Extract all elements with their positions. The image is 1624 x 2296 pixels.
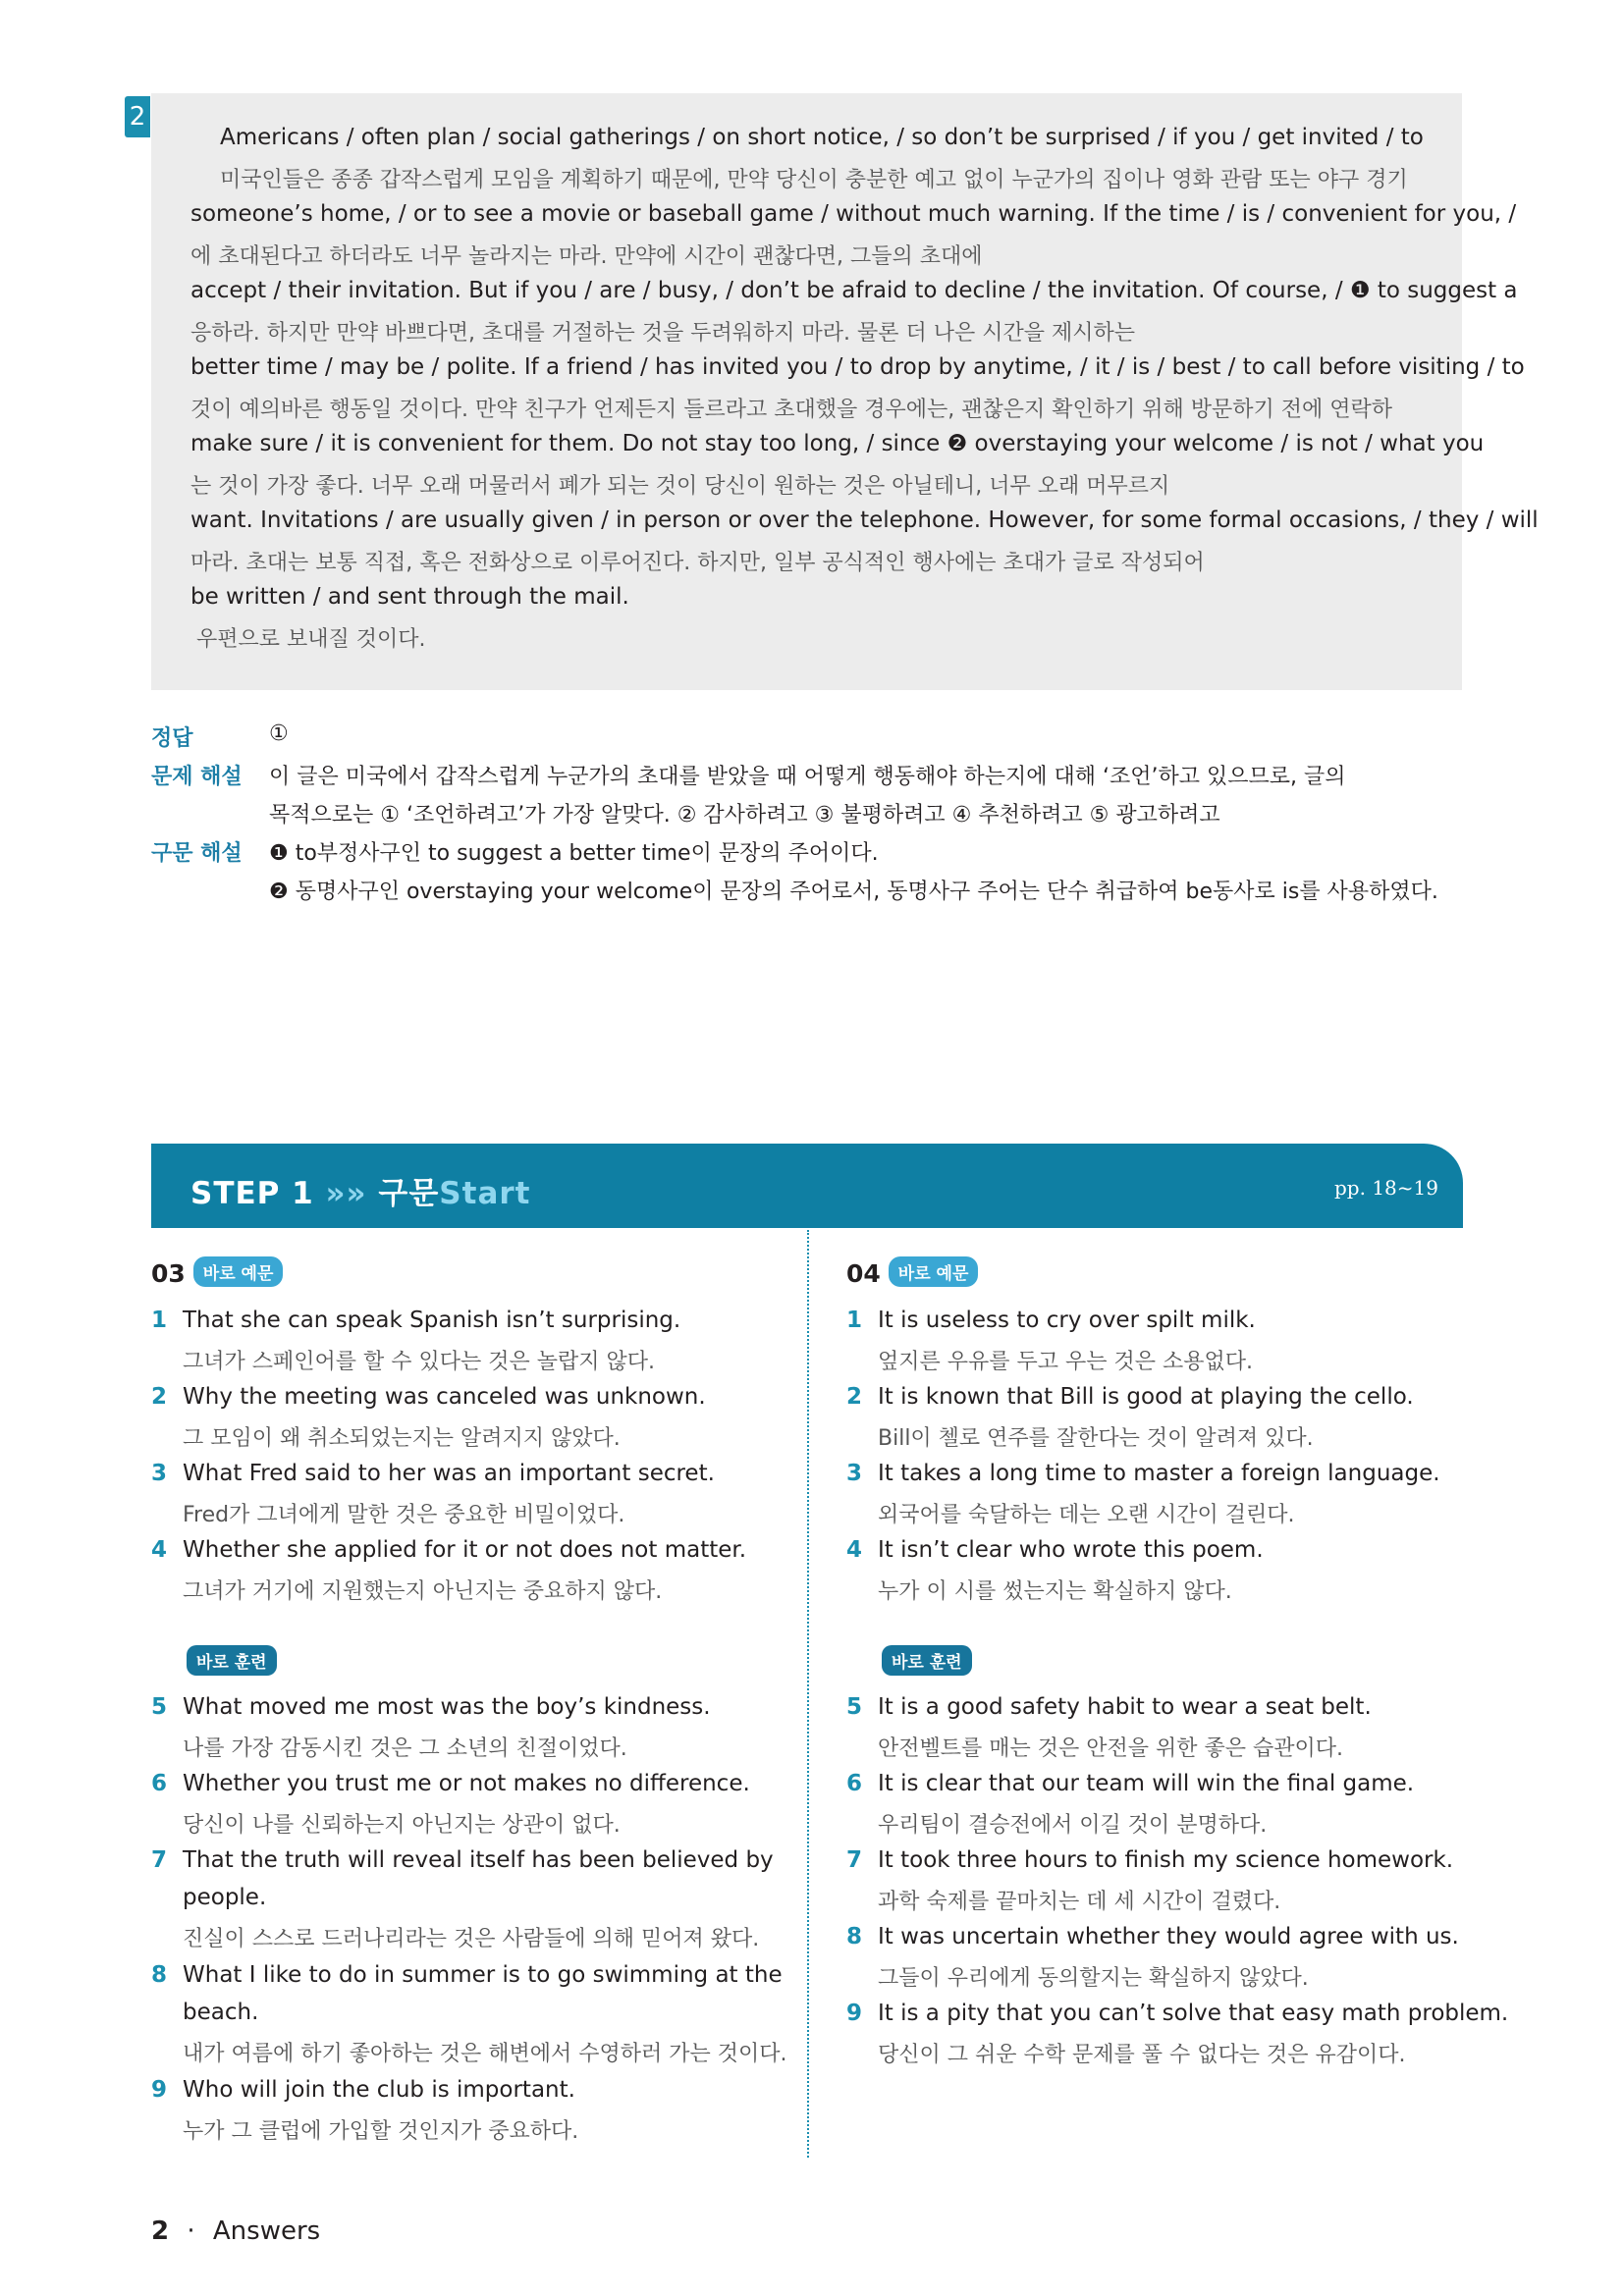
passage-number-tag: 2	[125, 96, 150, 137]
step-banner	[151, 1144, 1463, 1228]
item-korean: 그 모임이 왜 취소되었는지는 알려지지 않았다.	[183, 1426, 621, 1451]
explain-text: 목적으로는 ① ‘조언하려고’가 가장 알맞다. ② 감사하려고 ③ 불평하려고 ④ 추천하려고 ⑤ 광고하려고	[269, 803, 1220, 828]
example-badge: 바로 예문	[889, 1256, 979, 1287]
item-number: 7	[846, 1847, 863, 1873]
item-english: It is a good safety habit to wear a seat belt.	[878, 1694, 1372, 1720]
passage-line: 에 초대된다고 하더라도 너무 놀라지는 마라. 만약에 시간이 괜찮다면, 그들의 초대에	[190, 244, 983, 269]
item-korean: 당신이 나를 신뢰하는지 아닌지는 상관이 없다.	[183, 1813, 621, 1838]
item-korean: 그들이 우리에게 동의할지는 확실하지 않았다.	[878, 1966, 1309, 1991]
passage-line: be written / and sent through the mail.	[190, 584, 629, 610]
item-korean: 내가 여름에 하기 좋아하는 것은 해변에서 수영하러 가는 것이다.	[183, 2042, 787, 2066]
item-english: That the truth will reveal itself has been believed by	[183, 1847, 774, 1873]
item-english: It is useless to cry over spilt milk.	[878, 1308, 1256, 1333]
syntax-text: ❶ to부정사구인 to suggest a better time이 문장의 주어이다.	[269, 841, 879, 866]
page-number: 2	[151, 2216, 170, 2246]
page-footer	[151, 2216, 320, 2246]
section-header	[846, 1256, 978, 1288]
answer-label: 정답	[151, 726, 193, 751]
passage-line: 것이 예의바른 행동일 것이다. 만약 친구가 언제든지 들르라고 초대했을 경우에는, 괜찮은지 확인하기 위해 방문하기 전에 연락하	[190, 398, 1392, 422]
item-english: Who will join the club is important.	[183, 2077, 575, 2103]
syntax-text: ❷ 동명사구인 overstaying your welcome이 문장의 주어로서, 동명사구 주어는 단수 취급하여 be동사로 is를 사용하였다.	[269, 880, 1438, 904]
item-english: Whether you trust me or not makes no difference.	[183, 1771, 750, 1796]
item-number: 9	[846, 2001, 863, 2026]
item-number: 2	[846, 1384, 863, 1410]
item-english: It is clear that our team will win the final game.	[878, 1771, 1415, 1796]
step-title	[190, 1168, 530, 1212]
item-korean: 나를 가장 감동시킨 것은 그 소년의 친절이었다.	[183, 1736, 627, 1761]
item-korean: 누가 이 시를 썼는지는 확실하지 않다.	[878, 1579, 1232, 1604]
item-number: 3	[151, 1461, 168, 1486]
item-korean: 엎지른 우유를 두고 우는 것은 소용없다.	[878, 1350, 1253, 1374]
passage-line: someone’s home, / or to see a movie or baseball game / without much warning. If the time / is / convenient for you, /	[190, 201, 1517, 227]
item-number: 1	[846, 1308, 863, 1333]
passage-line: Americans / often plan / social gatherings / on short notice, / so don’t be surprised / if you / get invited / to	[220, 125, 1424, 150]
item-korean: 안전벨트를 매는 것은 안전을 위한 좋은 습관이다.	[878, 1736, 1343, 1761]
item-number: 7	[151, 1847, 168, 1873]
answer-value: ①	[269, 721, 289, 746]
item-english: Why the meeting was canceled was unknown.	[183, 1384, 706, 1410]
item-korean: 누가 그 클럽에 가입할 것인지가 중요하다.	[183, 2119, 579, 2144]
footer-separator: ·	[187, 2216, 195, 2246]
item-number: 4	[846, 1537, 863, 1563]
explain-label: 문제 해설	[151, 765, 243, 789]
passage-line: 는 것이 가장 좋다. 너무 오래 머물러서 폐가 되는 것이 당신이 원하는 것은 아닐테니, 너무 오래 머무르지	[190, 474, 1170, 499]
step-korean: 구문	[378, 1176, 440, 1211]
item-english: It is known that Bill is good at playing the cello.	[878, 1384, 1414, 1410]
syntax-label: 구문 해설	[151, 841, 243, 866]
item-english: Whether she applied for it or not does not matter.	[183, 1537, 747, 1563]
item-korean: 진실이 스스로 드러나리라는 것은 사람들에 의해 믿어져 왔다.	[183, 1927, 760, 1951]
passage-line: better time / may be / polite. If a friend / has invited you / to drop by anytime, / it / is / best / to call before visiting / to	[190, 354, 1525, 380]
item-english: What I like to do in summer is to go swimming at the	[183, 1962, 783, 1988]
item-english: It was uncertain whether they would agree with us.	[878, 1924, 1459, 1949]
section-number: 03	[151, 1259, 186, 1288]
item-number: 5	[151, 1694, 168, 1720]
step-arrows-icon: »»	[325, 1176, 367, 1211]
item-korean: Bill이 첼로 연주를 잘한다는 것이 알려져 있다.	[878, 1426, 1314, 1451]
item-korean: 과학 숙제를 끝마치는 데 세 시간이 걸렸다.	[878, 1890, 1281, 1914]
item-korean: 당신이 그 쉬운 수학 문제를 풀 수 없다는 것은 유감이다.	[878, 2043, 1406, 2067]
item-number: 9	[151, 2077, 168, 2103]
item-english: That she can speak Spanish isn’t surprising.	[183, 1308, 681, 1333]
passage-line: 응하라. 하지만 만약 바쁘다면, 초대를 거절하는 것을 두려워하지 마라. 물론 더 나은 시간을 제시하는	[190, 321, 1135, 346]
item-english-cont: beach.	[183, 2000, 259, 2025]
passage-box	[151, 93, 1539, 690]
item-number: 3	[846, 1461, 863, 1486]
training-badge: 바로 훈련	[882, 1645, 972, 1676]
item-number: 8	[846, 1924, 863, 1949]
explain-text: 이 글은 미국에서 갑작스럽게 누군가의 초대를 받았을 때 어떻게 행동해야 하는지에 대해 ‘조언’하고 있으므로, 글의	[269, 765, 1346, 789]
passage-line: 우편으로 보내질 것이다.	[196, 627, 426, 652]
example-badge: 바로 예문	[193, 1256, 284, 1287]
item-english: It takes a long time to master a foreign language.	[878, 1461, 1440, 1486]
item-korean: 우리팀이 결승전에서 이길 것이 분명하다.	[878, 1813, 1268, 1838]
item-english: It is a pity that you can’t solve that easy math problem.	[878, 2001, 1509, 2026]
step-start: Start	[439, 1176, 531, 1211]
passage-line: 마라. 초대는 보통 직접, 혹은 전화상으로 이루어진다. 하지만, 일부 공식적인 행사에는 초대가 글로 작성되어	[190, 551, 1205, 575]
passage-line: make sure / it is convenient for them. Do not stay too long, / since ❷ overstaying your welcome / is not / what you	[190, 431, 1485, 456]
training-badge: 바로 훈련	[187, 1645, 277, 1676]
item-number: 1	[151, 1308, 168, 1333]
item-number: 5	[846, 1694, 863, 1720]
footer-label: Answers	[212, 2216, 321, 2246]
item-english: What moved me most was the boy’s kindness.	[183, 1694, 711, 1720]
item-korean: Fred가 그녀에게 말한 것은 중요한 비밀이었다.	[183, 1503, 625, 1527]
item-number: 4	[151, 1537, 168, 1563]
item-korean: 그녀가 스페인어를 할 수 있다는 것은 놀랍지 않다.	[183, 1350, 655, 1374]
item-number: 8	[151, 1962, 168, 1988]
item-korean: 그녀가 거기에 지원했는지 아닌지는 중요하지 않다.	[183, 1579, 663, 1604]
item-number: 6	[151, 1771, 168, 1796]
item-english-cont: people.	[183, 1885, 267, 1910]
item-english: What Fred said to her was an important secret.	[183, 1461, 715, 1486]
section-header	[151, 1256, 283, 1288]
column-divider	[807, 1230, 809, 2158]
item-english: It took three hours to finish my science homework.	[878, 1847, 1454, 1873]
item-number: 6	[846, 1771, 863, 1796]
passage-line: want. Invitations / are usually given / in person or over the telephone. However, for some formal occasions, / they / will	[190, 507, 1539, 533]
step-label: STEP 1	[190, 1176, 314, 1211]
passage-line: accept / their invitation. But if you / are / busy, / don’t be afraid to decline / the invitation. Of course, / ❶ to suggest a	[190, 278, 1518, 303]
passage-line: 미국인들은 종종 갑작스럽게 모임을 계획하기 때문에, 만약 당신이 충분한 예고 없이 누군가의 집이나 영화 관람 또는 야구 경기	[220, 168, 1408, 192]
section-number: 04	[846, 1259, 881, 1288]
item-korean: 외국어를 숙달하는 데는 오랜 시간이 걸린다.	[878, 1503, 1295, 1527]
item-number: 2	[151, 1384, 168, 1410]
item-english: It isn’t clear who wrote this poem.	[878, 1537, 1264, 1563]
page-range: pp. 18~19	[1334, 1176, 1438, 1200]
